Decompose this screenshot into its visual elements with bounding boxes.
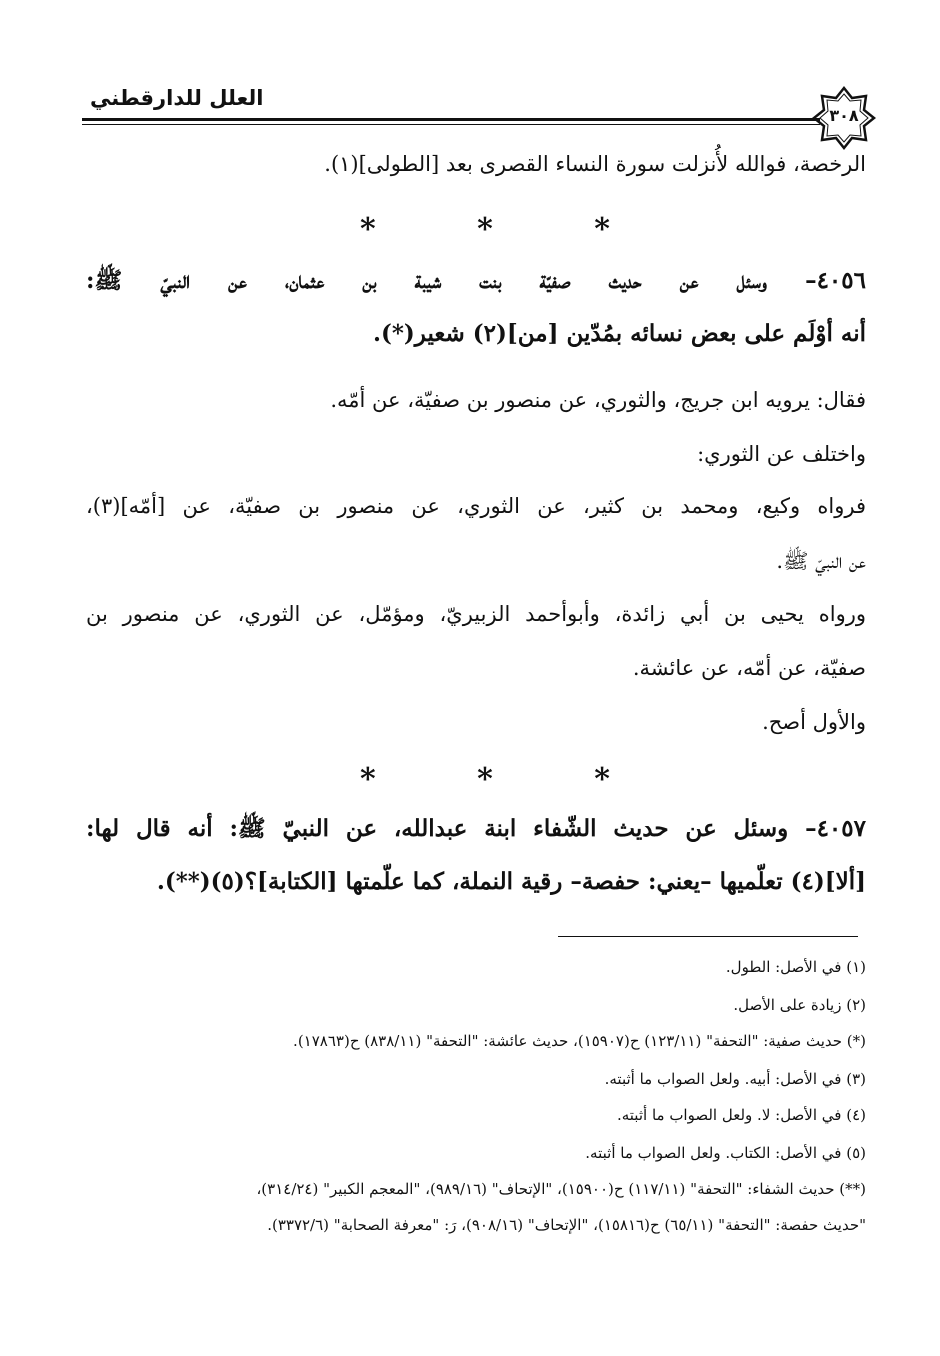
section-separator-2	[360, 762, 610, 797]
question-4057-line-1: ٤٠٥٧– وسئل عن حديث الشّفاء ابنة عبدالله، عن النبيّ ﷺ: أنه قال لها:	[86, 815, 866, 842]
running-header-title: العلل للدارقطني	[90, 86, 264, 110]
separator-star: *	[477, 212, 493, 247]
answer-line-3: فرواه وكيع، ومحمد بن كثير، عن الثوري، عن منصور بن صفيّة، عن [أمّه](٣)،	[86, 494, 866, 518]
page-number: ٣٠٨	[829, 106, 859, 125]
separator-star: *	[594, 762, 610, 797]
answer-line-6: صفيّة، عن أمّه، عن عائشة.	[632, 656, 866, 680]
separator-star: *	[360, 212, 376, 247]
footnote-double-star-line-1: (**) حديث الشفاء: "التحفة" (١١٧/١١) ح(١٥٩٠٠)، "الإتحاف" (٩٨٩/١٦)، "المعجم الكبير" (٣١٤/٢٤)،	[256, 1180, 866, 1198]
answer-line-5: ورواه يحيى بن أبي زائدة، وأبوأحمد الزبيريّ، ومؤمّل، عن الثوري، عن منصور بن	[86, 602, 866, 626]
footnote-star: (*) حديث صفية: "التحفة" (١٢٣/١١) ح(١٥٩٠٧)، حديث عائشة: "التحفة" (٨٣٨/١١) ح(١٧٨٦٣).	[293, 1032, 866, 1050]
footnote-3: (٣) في الأصل: أبيه. ولعل الصواب ما أثبته.	[604, 1070, 866, 1088]
footnote-4: (٤) في الأصل: لا. ولعل الصواب ما أثبته.	[616, 1106, 866, 1124]
footnote-separator	[558, 936, 858, 937]
header-rule-thin	[82, 124, 820, 125]
answer-line-2: واختلف عن الثوري:	[697, 442, 866, 466]
answer-line-1: فقال: يرويه ابن جريج، والثوري، عن منصور بن صفيّة، عن أمّه.	[330, 388, 866, 412]
footnote-2: (٢) زيادة على الأصل.	[733, 996, 866, 1014]
separator-star: *	[477, 762, 493, 797]
question-4056-line-2: أنه أوْلَم على بعض نسائه بمُدّين [من](٢) شعير(*).	[372, 320, 866, 347]
section-separator	[360, 212, 610, 247]
answer-line-7: والأول أصح.	[762, 710, 866, 734]
question-4057-line-2: [ألا](٤) تعلّميها –يعني: حفصة– رقية النملة، كما علّمتها [الكتابة]؟(٥)(**).	[156, 868, 866, 895]
footnote-1: (١) في الأصل: الطول.	[725, 958, 866, 976]
footnote-5: (٥) في الأصل: الكتاب. ولعل الصواب ما أثبته.	[585, 1144, 866, 1162]
footnote-double-star-line-2: "حديث حفصة: "التحفة" (٦٥/١١) ح(١٥٨١٦)، "الإتحاف" (٩٠٨/١٦)، رَ: "معرفة الصحابة" (٣٣٧٢/٦).	[267, 1216, 866, 1234]
separator-star: *	[594, 212, 610, 247]
question-4056-line-1: ٤٠٥٦– وسئل عن حديث صفيّة بنت شيبة بن عثمان، عن النبيّ ﷺ:	[86, 267, 866, 294]
answer-line-4: عن النبيّ ﷺ.	[776, 549, 866, 573]
separator-star: *	[360, 762, 376, 797]
body-line-1: الرخصة، فوالله لأُنزلت سورة النساء القصرى بعد [الطولى](١).	[324, 152, 866, 176]
header-rule	[82, 118, 820, 121]
